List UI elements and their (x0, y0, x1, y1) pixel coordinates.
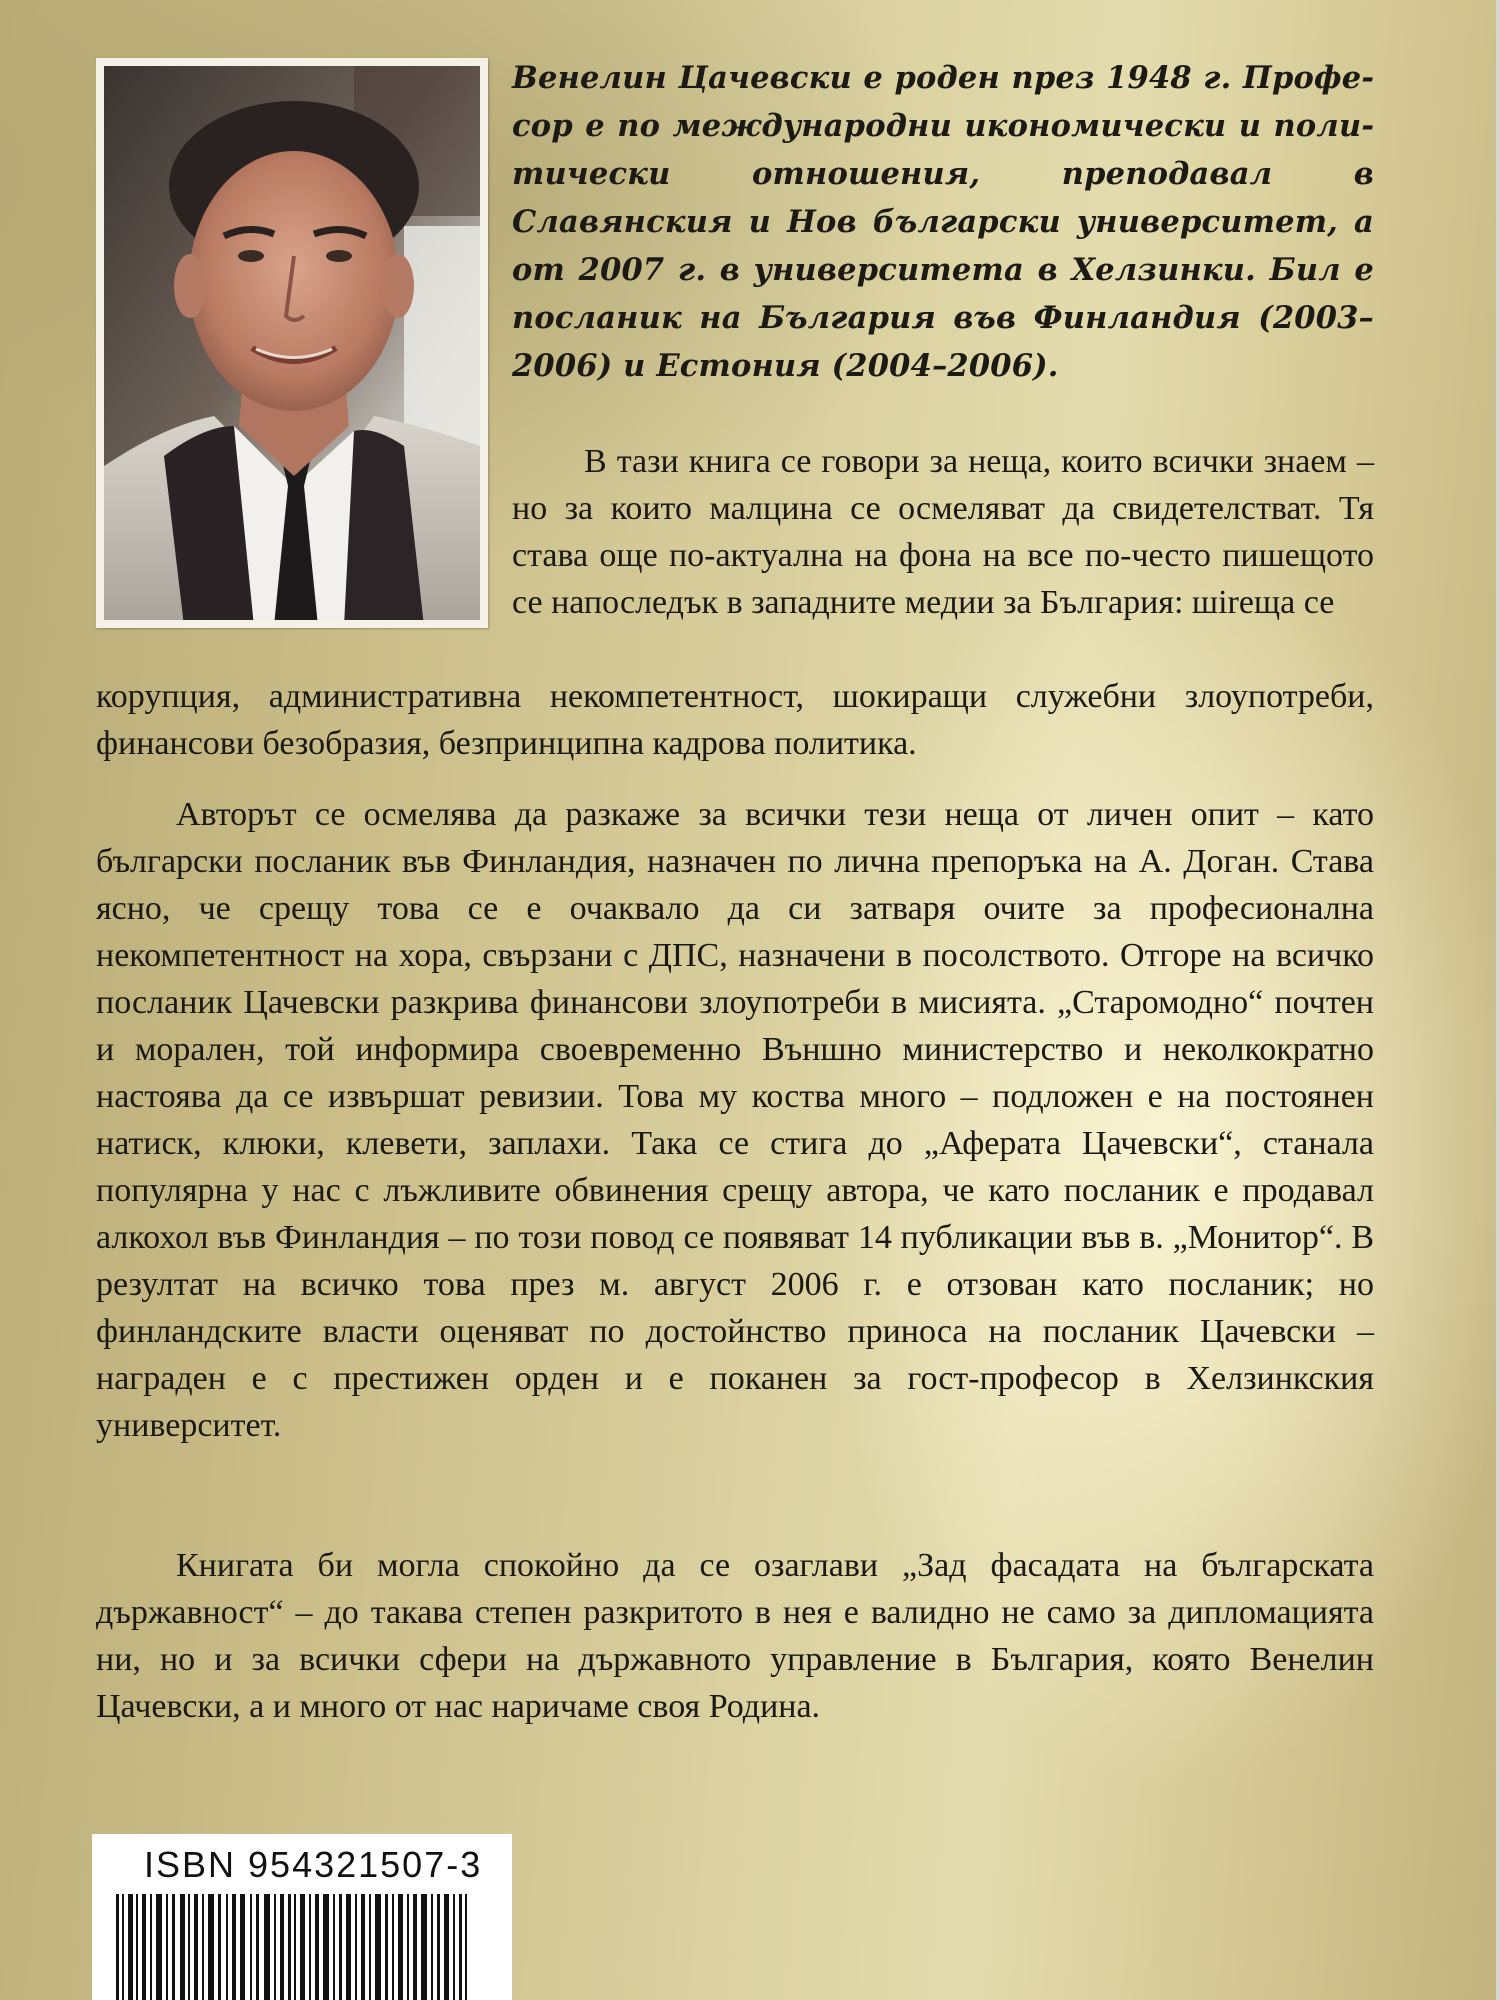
cover-edge (1496, 0, 1500, 2000)
isbn-number: ISBN 954321507-3 (144, 1844, 483, 1885)
author-portrait-image (104, 66, 480, 620)
description-paragraph-1-top: В тази книга се говори за неща, които всички знаем – но за които малцина се осмеляват да свидетелстват. Тя става още по-актуална на фона на все по-често пишещото се напоследък в западните медии за България: шireща се (512, 443, 1374, 621)
author-photo (96, 58, 488, 628)
description-paragraph-2: Авторът се осмелява да разкаже за всички тези неща от личен опит – като български посланик във Финландия, назначен по лична препоръка на А. Доган. Става ясно, че срещу това се е очаквало да си затваря очите за професионална некомпетентност на хора, свързани с ДПС, назначени в посолството. Отгоре на всичко посланик Цачевски разкрива финансови злоупотреби в мисията. „Старомодно“ почтен и морален, той информира своевременно Външно министерство и неколкократно настоява да се извършат ревизии. Това му коства много – подложен е на постоянен натиск, клюки, клевети, заплахи. Така се стига до „Аферата Цачевски“, станала популярна у нас с лъжливите обвинения срещу автора, че като посланик е продавал алкохол във Финландия – по този повод се появяват 14 публикации във в. „Монитор“. В резултат на всичко това през м. август 2006 г. е отзован като посланик; но финландските власти оценяват по достойнство приноса на посланик Цачевски – награден е с престижен орден и е поканен за гост-професор в Хелзинкския университет. (96, 796, 1374, 1444)
description-paragraph-3: Книгата би могла спокойно да се озаглави „Зад фасадата на българската държавност“ – до такава степен разкритото в нея е валидно не само за дипломацията ни, но и за всички сфери на държавното управление в България, която Венелин Цачевски, а и много от нас наричаме своя Родина. (96, 1547, 1374, 1725)
isbn-barcode-label (92, 1834, 512, 2000)
barcode-icon (112, 1894, 492, 2000)
author-bio: Венелин Цачевски е роден през 1948 г. Професор е по международни икономически и политически отношения, преподавал в Славянския и Нов български университет, а от 2007 г. в университета в Хелзинки. Бил е посланик на България във Финландия (2003–2006) и Естония (2004–2006). (512, 60, 1374, 384)
description-paragraph-1-rest: корупция, административна некомпетентност, шокиращи служебни злоупотреби, финансови безобразия, безпринципна кадрова политика. (96, 678, 1374, 762)
